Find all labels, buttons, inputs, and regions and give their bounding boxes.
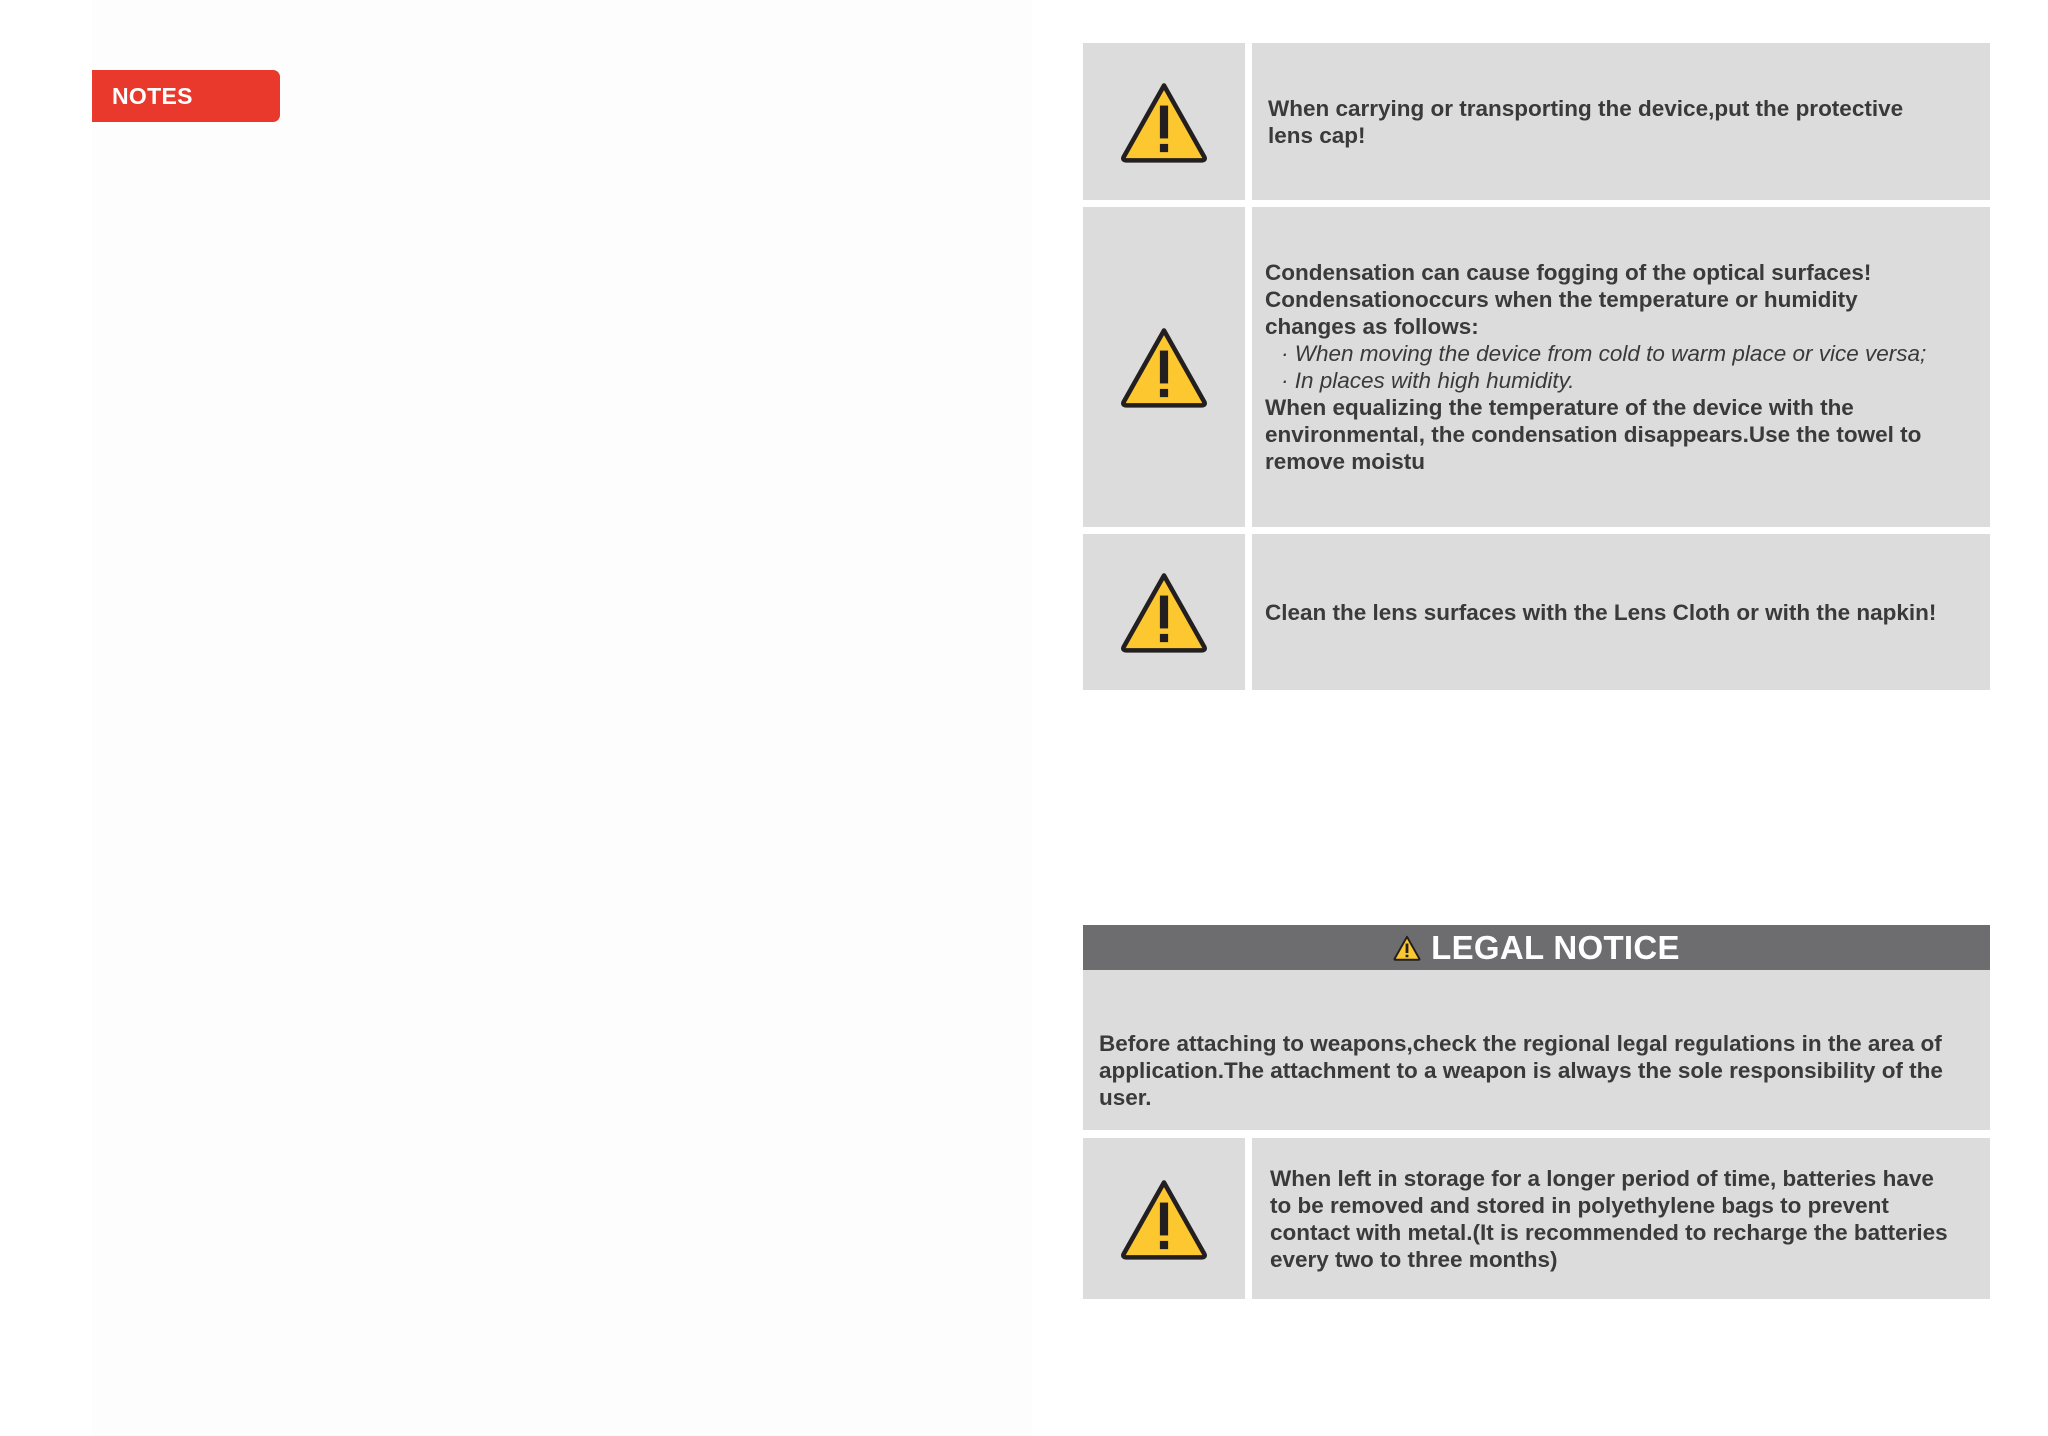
warning-icon-cell	[1083, 207, 1245, 527]
warning-line: remove moistu	[1265, 449, 1426, 474]
warning-line: Condensationoccurs when the temperature or humidity	[1265, 287, 1858, 312]
warning-icon-cell	[1083, 1138, 1245, 1299]
legal-notice-header	[1083, 925, 1990, 970]
warning-bullet: · When moving the device from cold to warm place or vice versa;	[1281, 341, 1927, 366]
warning-text-condensation	[1252, 207, 1990, 527]
warning-line: every two to three months)	[1270, 1246, 1558, 1272]
legal-line: application.The attachment to a weapon is always the sole responsibility of the	[1099, 1058, 1943, 1083]
warning-bullet: · In places with high humidity.	[1281, 368, 1575, 393]
warning-row-lens-clean	[1083, 534, 1990, 690]
notes-tab-label: NOTES	[112, 83, 193, 109]
warning-triangle-icon	[1118, 570, 1210, 654]
warning-text-battery	[1252, 1138, 1990, 1299]
warning-line: environmental, the condensation disappears.Use the towel to	[1265, 422, 1922, 447]
warning-line: Condensation can cause fogging of the optical surfaces!	[1265, 260, 1872, 285]
warning-icon-cell	[1083, 43, 1245, 200]
warning-line: When carrying or transporting the device,put the protective	[1268, 95, 1904, 121]
warning-text-lens-cap	[1252, 43, 1990, 200]
warning-triangle-icon	[1118, 80, 1210, 164]
warning-row-condensation	[1083, 207, 1990, 527]
warning-row-lens-cap	[1083, 43, 1990, 200]
warning-triangle-icon	[1393, 935, 1421, 961]
notes-tab	[92, 70, 280, 122]
warning-text-lens-clean	[1252, 534, 1990, 690]
warning-icon-cell	[1083, 534, 1245, 690]
legal-line: user.	[1099, 1085, 1152, 1110]
warning-line: When left in storage for a longer period of time, batteries have	[1270, 1165, 1934, 1191]
warning-line: contact with metal.(It is recommended to recharge the batteries	[1270, 1219, 1948, 1245]
legal-notice-body	[1083, 970, 1990, 1130]
legal-line: Before attaching to weapons,check the regional legal regulations in the area of	[1099, 1031, 1942, 1056]
warning-row-battery	[1083, 1138, 1990, 1299]
warning-line: lens cap!	[1268, 122, 1366, 148]
warning-triangle-icon	[1118, 1177, 1210, 1261]
legal-notice-title: LEGAL NOTICE	[1431, 928, 1680, 966]
left-page	[92, 0, 1032, 1436]
warning-line: Clean the lens surfaces with the Lens Cloth or with the napkin!	[1265, 599, 1937, 625]
warning-triangle-icon	[1118, 325, 1210, 409]
warning-line: to be removed and stored in polyethylene bags to prevent	[1270, 1192, 1889, 1218]
warning-line: When equalizing the temperature of the device with the	[1265, 395, 1854, 420]
warning-line: changes as follows:	[1265, 314, 1479, 339]
